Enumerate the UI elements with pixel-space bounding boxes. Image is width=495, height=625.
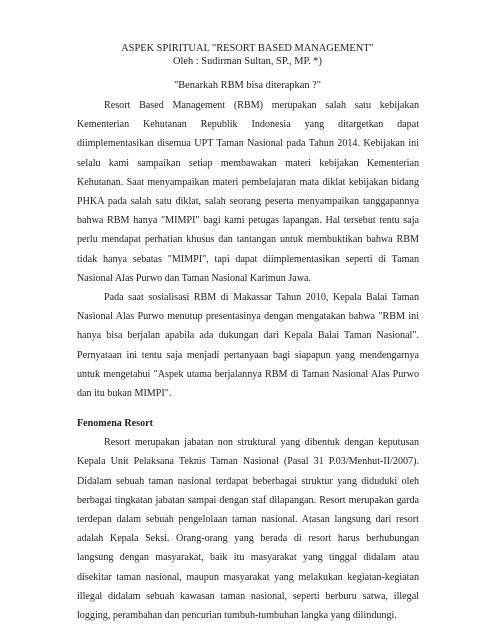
document-body bbox=[77, 96, 419, 625]
document-header bbox=[0, 42, 495, 68]
document-author: Oleh : Sudirman Sultan, SP., MP. *) bbox=[173, 56, 322, 67]
section-paragraph: Resort merupakan jabatan non struktural yang dibentuk dengan keputusan Kepala Unit Pelaksana Teknis Taman Nasional (Pasal 31 P.03/Menhut-II/2007). Didalam sebuah taman nasional terdapat beberbagai struktur yang diduduki oleh berbagai tingkatan jabatan sampai dengan staf dilapangan. Resort merupakan garda terdepan dalam sebuah pengelolaan taman nasional. Atasan langsung dari resort adalah Kepala Seksi. Orang-orang yang berada di resort harus berhubungan langsung dengan masyarakat, baik itu masyarakat yang tinggal didalam atau disekitar taman nasional, maupun masyarakat yang melakukan kegiatan-kegiatan illegal didalam sebuah kawasan taman nasional, seperti berburu satwa, illegal logging, perambahan dan pencurian tumbuh-tumbuhan langka yang dilindungi. bbox=[77, 437, 419, 622]
body-paragraph-2: Pada saat sosialisasi RBM di Makassar Tahun 2010, Kepala Balai Taman Nasional Alas Purwo menutup presentasinya dengan mengatakan bahwa "RBM ini hanya bisa berjalan apabila ada dukungan dari Kepala Balai Taman Nasional". Pernyataan ini tentu saja menjadi pertanyaan bagi siapapun yang mendengarnya untuk mengetahui "Aspek utama berjalannya RBM di Taman Nasional Alas Purwo dan itu bukan MIMPI". bbox=[77, 292, 419, 400]
body-paragraph-1: Resort Based Management (RBM) merupakan salah satu kebijakan Kementerian Kehutanan Republik Indonesia yang ditargetkan dapat diimplementasikan disemua UPT Taman Nasional pada Tahun 2014. Kebijakan ini selalu kami sampaikan setiap membawakan materi kebijakan Kementerian Kehutanan. Saat menyampaikan materi pembelajaran mata diklat kebijakan bidang PHKA pada salah satu diklat, salah seorang peserta menyampaikan tanggapannya bahwa RBM hanya "MIMPI" bagi kami petugas lapangan. Hal tersebut tentu saja perlu mendapat perhatian khusus dan tantangan untuk membuktikan bahwa RBM tidak hanya sebatas "MIMPI", tapi dapat diimplementasikan seperti di Taman Nasional Alas Purwo dan Taman Nasional Karimun Jawa. bbox=[77, 100, 419, 284]
opening-quote: "Benarkah RBM bisa diterapkan ?" bbox=[174, 80, 321, 91]
document-title: ASPEK SPIRITUAL "RESORT BASED MANAGEMENT" bbox=[121, 43, 374, 54]
section-fenomena-resort bbox=[77, 414, 419, 625]
section-title: Fenomena Resort bbox=[77, 418, 153, 430]
